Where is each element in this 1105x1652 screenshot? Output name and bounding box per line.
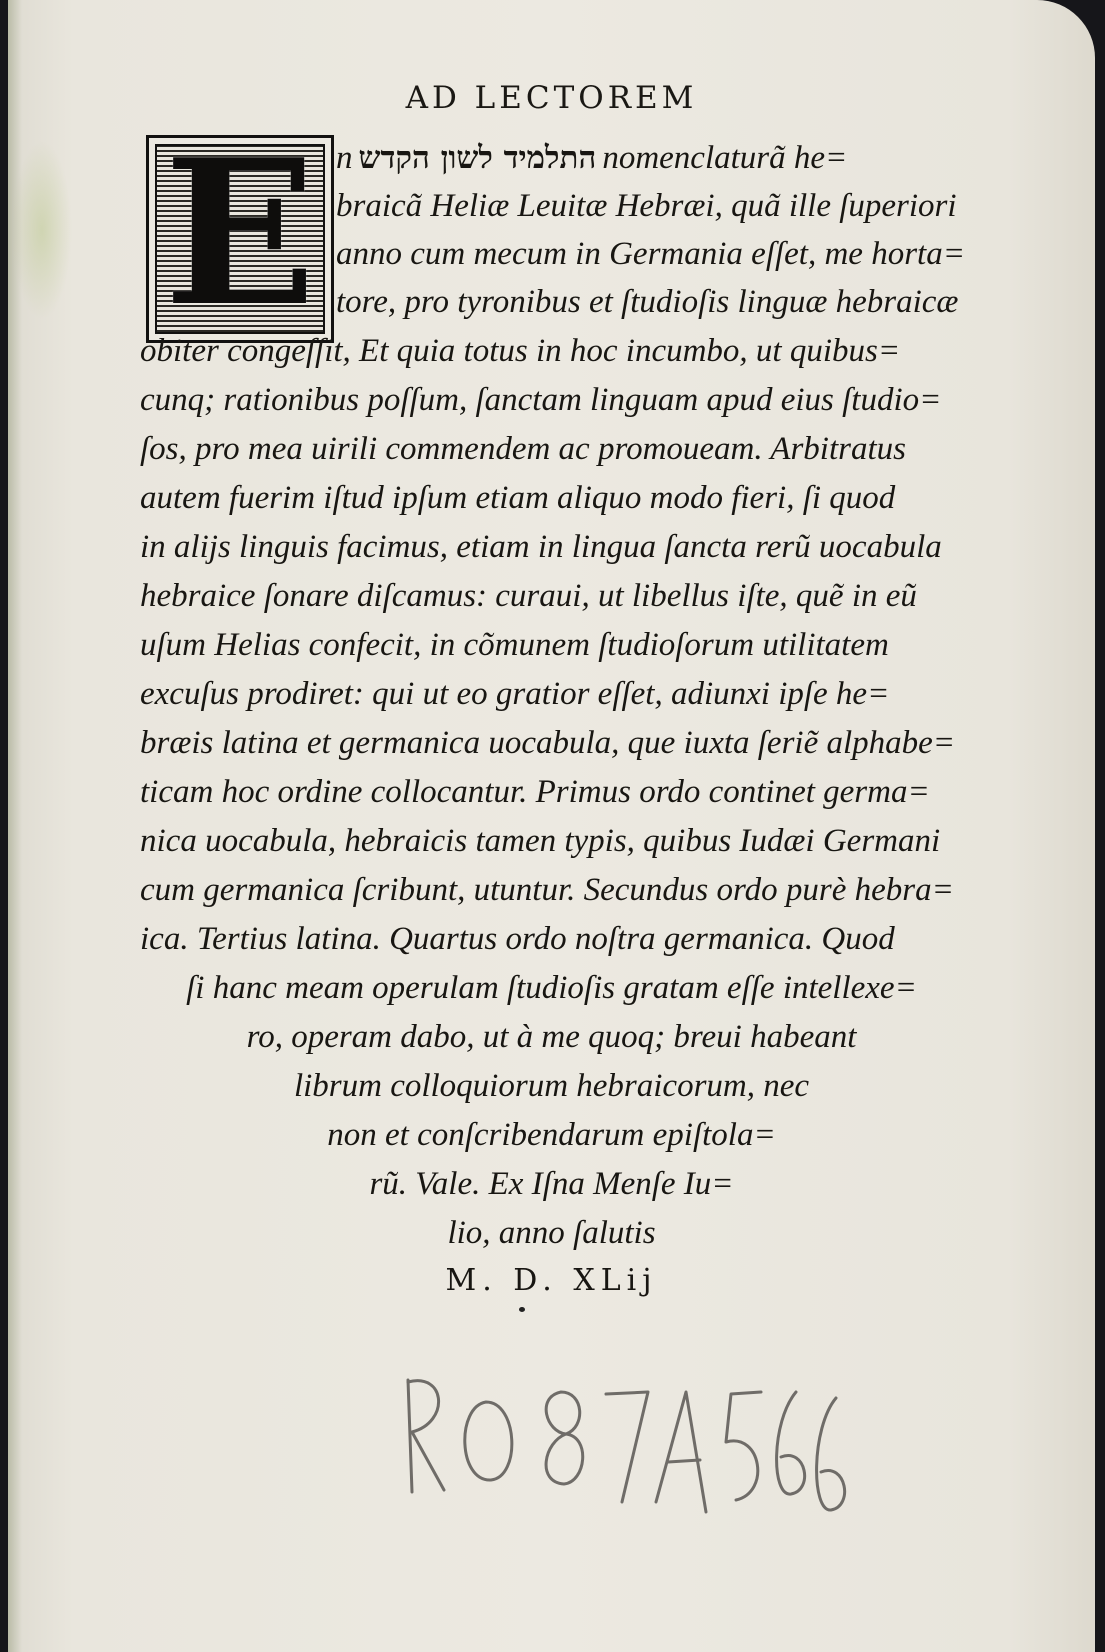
text-line-21: non et conſcribendarum epiſtola=: [327, 1117, 776, 1153]
text-line-3: anno cum mecum in Germania eſſet, me horta=: [336, 236, 965, 272]
text-line-13: bræis latina et germanica uocabula, que iuxta ſeriẽ alphabe=: [140, 725, 956, 761]
text-line-16: cum germanica ſcribunt, utuntur. Secundus ordo purè hebra=: [140, 872, 954, 908]
text-line-7: ſos, pro mea uirili commendem ac promoueam. Arbitratus: [140, 431, 906, 467]
text-line-11: uſum Helias confecit, in cõmunem ſtudioſorum utilitatem: [140, 627, 889, 663]
text-line-8: autem fuerim iſtud ipſum etiam aliquo modo fieri, ſi quod: [140, 480, 896, 516]
initial-letter: E: [163, 116, 317, 351]
text-line-18: ſi hanc meam operulam ſtudioſis gratam eſſe intellexe=: [186, 970, 917, 1006]
text-line-6: cunq; rationibus poſſum, ſanctam linguam apud eius ſtudio=: [140, 382, 942, 418]
page-stain: [12, 140, 72, 320]
text-line-5: obiter congeſſit, Et quia totus in hoc incumbo, ut quibus=: [140, 333, 901, 369]
hebrew-title: התלמיד לשון הקדש: [358, 140, 597, 176]
text-line-20: librum colloquiorum hebraicorum, nec: [293, 1068, 810, 1104]
handwritten-shelfmark: [386, 1362, 856, 1532]
line-1-suffix: nomenclaturã he=: [602, 140, 848, 176]
text-line-14: ticam hoc ordine collocantur. Primus ordo continet germa=: [140, 774, 930, 810]
page-heading: AD LECTOREM: [405, 80, 698, 116]
text-line-17: ica. Tertius latina. Quartus ordo noſtra germanica. Quod: [140, 921, 895, 957]
line-1-prefix: n: [336, 140, 353, 176]
page-dot: [519, 1307, 525, 1312]
shelfmark-text: RO 87 A 566: [386, 1530, 393, 1531]
text-line-22: rũ. Vale. Ex Iſna Menſe Iu=: [369, 1166, 734, 1202]
date-line: M. D. XLij: [445, 1263, 658, 1298]
text-line-9: in alijs linguis facimus, etiam in lingua ſancta rerũ uocabula: [140, 529, 942, 565]
text-line-1: [336, 140, 847, 177]
text-line-12: excuſus prodiret: qui ut eo gratior eſſet, adiunxi ipſe he=: [140, 676, 890, 712]
text-line-23: lio, anno ſalutis: [447, 1215, 656, 1251]
text-line-15: nica uocabula, hebraicis tamen typis, quibus Iudæi Germani: [140, 823, 941, 859]
text-line-19: ro, operam dabo, ut à me quoq; breui habeant: [246, 1019, 857, 1055]
book-page: [8, 0, 1095, 1652]
text-line-2: braicã Heliæ Leuitæ Hebræi, quã ille ſuperiori: [336, 188, 957, 224]
text-line-10: hebraice ſonare diſcamus: curaui, ut libellus iſte, quẽ in eũ: [140, 578, 917, 614]
text-line-4: tore, pro tyronibus et ſtudioſis linguæ hebraicæ: [336, 284, 959, 320]
decorated-initial: [146, 116, 334, 351]
